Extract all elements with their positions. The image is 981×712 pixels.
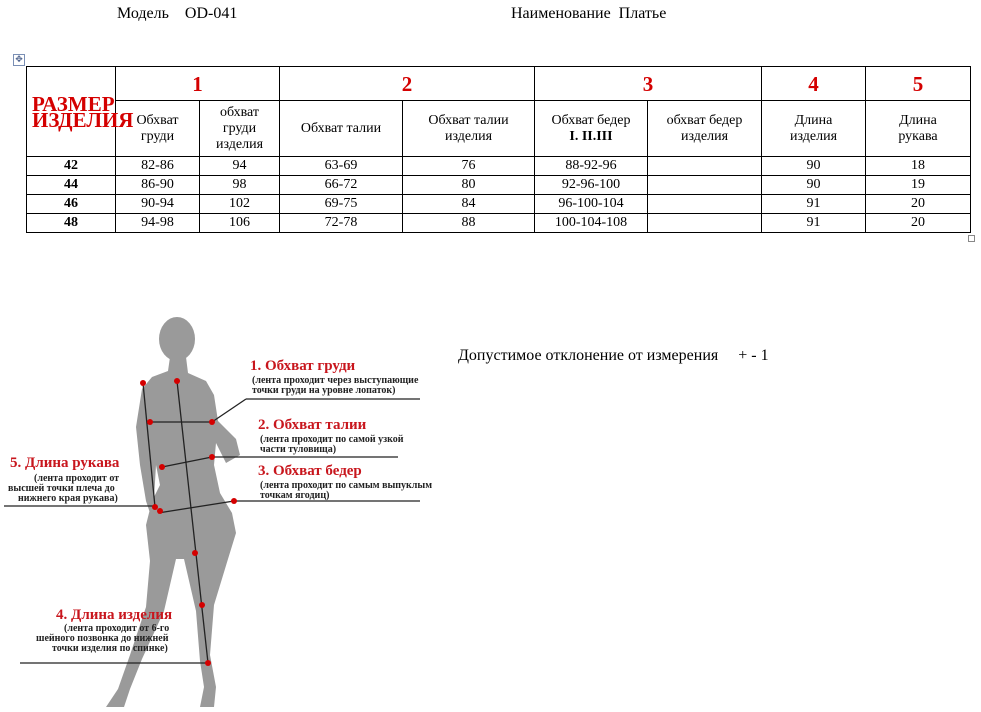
table-row [27,195,971,214]
size-table [26,66,971,233]
table-cell: 90 [762,157,866,176]
label-length-desc: точки изделия по спинке) [52,643,168,654]
size-cell: 42 [27,157,116,176]
model-label: Модель OD-041 [117,5,238,22]
label-length-title: 4. Длина изделия [56,607,173,623]
group-1-header: 1 [116,67,280,101]
label-sleeve-desc: (лента проходит от [34,473,120,484]
label-sleeve-desc: нижнего края рукава) [18,493,118,504]
label-sleeve-title: 5. Длина рукава [10,455,120,471]
group-header-row [27,67,971,101]
label-waist-desc: части туловища) [260,444,337,455]
product-name-label: Наименование Платье [511,5,667,22]
table-row [27,176,971,195]
col-header-waist: Обхват талии [280,101,403,157]
measurement-figure [0,315,460,712]
label-bust-title: 1. Обхват груди [250,358,356,374]
table-cell [648,176,762,195]
table-cell: 76 [403,157,535,176]
group-5-header: 5 [866,67,971,101]
table-cell: 88 [403,214,535,233]
table-cell: 91 [762,214,866,233]
table-cell: 69-75 [280,195,403,214]
col-header-bust: Обхват груди [116,101,200,157]
table-move-handle-icon[interactable]: ✥ [13,54,25,66]
group-4-header: 4 [762,67,866,101]
col-header-garment-bust: обхват груди изделия [200,101,280,157]
label-hips-desc: (лента проходит по самым выпуклым [260,480,433,491]
group-2-header: 2 [280,67,535,101]
table-cell: 100-104-108 [535,214,648,233]
table-cell: 91 [762,195,866,214]
label-length-desc: шейного позвонка до нижней [36,633,169,644]
table-cell: 66-72 [280,176,403,195]
table-resize-handle[interactable] [968,235,975,242]
table-cell: 82-86 [116,157,200,176]
label-sleeve-desc: высшей точки плеча до [8,483,115,494]
size-column-header: РАЗМЕР ИЗДЕЛИЯ [27,67,116,157]
group-3-header: 3 [535,67,762,101]
label-waist-title: 2. Обхват талии [258,417,367,433]
table-cell [648,157,762,176]
col-header-garment-hips: обхват бедер изделия [648,101,762,157]
size-cell: 46 [27,195,116,214]
label-bust-desc: (лента проходит через выступающие [252,375,419,386]
size-cell: 44 [27,176,116,195]
label-waist-desc: (лента проходит по самой узкой [260,434,404,445]
table-cell: 80 [403,176,535,195]
table-cell: 94 [200,157,280,176]
table-cell: 92-96-100 [535,176,648,195]
label-bust-desc: точки груди на уровне лопаток) [252,385,396,396]
table-cell: 90 [762,176,866,195]
table-cell: 20 [866,214,971,233]
table-cell: 18 [866,157,971,176]
table-cell: 84 [403,195,535,214]
table-cell: 102 [200,195,280,214]
col-header-garment-length: Длина изделия [762,101,866,157]
table-cell: 96-100-104 [535,195,648,214]
label-hips-desc: точкам ягодиц) [260,490,330,501]
column-header-row [27,101,971,157]
label-length-desc: (лента проходит от 6-го [64,623,170,634]
size-cell: 48 [27,214,116,233]
table-cell: 20 [866,195,971,214]
table-cell: 90-94 [116,195,200,214]
tolerance-note: Допустимое отклонение от измерения + - 1 [458,347,769,364]
table-cell [648,214,762,233]
table-cell: 106 [200,214,280,233]
table-row [27,157,971,176]
table-cell: 94-98 [116,214,200,233]
table-cell: 98 [200,176,280,195]
table-row [27,214,971,233]
col-header-sleeve-length: Длина рукава [866,101,971,157]
table-cell: 72-78 [280,214,403,233]
table-cell [648,195,762,214]
table-cell: 88-92-96 [535,157,648,176]
label-hips-title: 3. Обхват бедер [258,463,362,479]
table-cell: 19 [866,176,971,195]
table-cell: 86-90 [116,176,200,195]
col-header-garment-waist: Обхват талии изделия [403,101,535,157]
table-cell: 63-69 [280,157,403,176]
col-header-hips: Обхват бедер I. II.III [535,101,648,157]
